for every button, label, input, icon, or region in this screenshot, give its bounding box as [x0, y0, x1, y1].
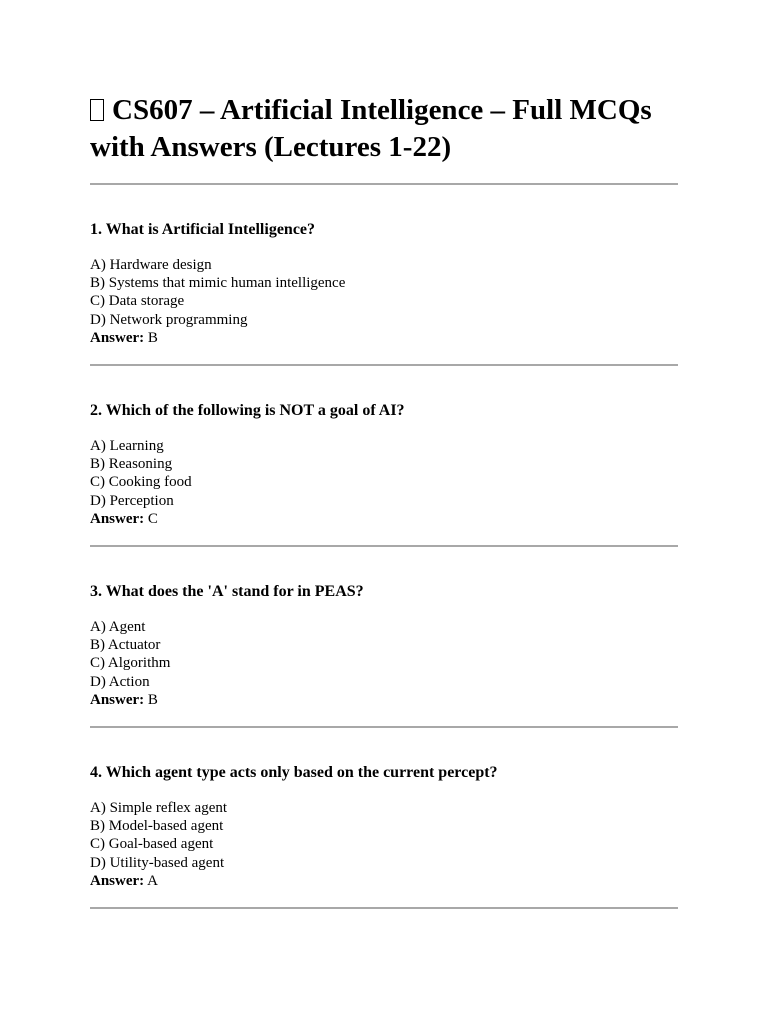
answer-label: Answer: [90, 691, 145, 708]
answer-line [90, 329, 690, 347]
option-c: C) Cooking food [90, 474, 192, 491]
page-title-text: CS607 – Artificial Intelligence – Full MCQs with Answers (Lectures 1-22) [90, 94, 652, 163]
option-a: A) Agent [90, 619, 146, 635]
missing-glyph-icon [90, 99, 104, 121]
answer-value: C [147, 510, 158, 527]
option-a: A) Simple reflex agent [90, 800, 228, 816]
answer-label: Answer: [90, 329, 145, 346]
question-block-1 [90, 220, 690, 347]
section-divider [90, 364, 678, 366]
question-text: 4. Which agent type acts only based on the current percept? [90, 764, 498, 781]
section-divider [90, 726, 678, 728]
answer-line [90, 872, 690, 890]
option-b: B) Reasoning [90, 456, 173, 473]
option-b: B) Model-based agent [90, 818, 224, 835]
options-list [90, 799, 690, 890]
answer-label: Answer: [90, 872, 145, 889]
option-d: D) Action [90, 673, 150, 690]
option-c: C) Algorithm [90, 655, 171, 672]
answer-value: A [147, 872, 158, 889]
question-text: 1. What is Artificial Intelligence? [90, 221, 316, 238]
options-list [90, 618, 690, 709]
option-d: D) Utility-based agent [90, 854, 225, 871]
question-block-4 [90, 763, 690, 890]
question-block-3 [90, 582, 690, 709]
section-divider [90, 545, 678, 547]
question-block-2 [90, 401, 690, 528]
answer-value: B [147, 329, 158, 346]
option-c: C) Data storage [90, 293, 185, 310]
section-divider [90, 183, 678, 185]
answer-value: B [147, 691, 158, 708]
question-text: 3. What does the 'A' stand for in PEAS? [90, 583, 364, 600]
option-d: D) Network programming [90, 311, 248, 328]
section-divider [90, 907, 678, 909]
option-b: B) Systems that mimic human intelligence [90, 275, 346, 292]
option-a: A) Learning [90, 438, 164, 454]
option-b: B) Actuator [90, 637, 161, 654]
option-a: A) Hardware design [90, 257, 212, 273]
option-d: D) Perception [90, 492, 174, 509]
options-list [90, 256, 690, 347]
question-text: 2. Which of the following is NOT a goal of AI? [90, 402, 405, 419]
answer-line [90, 510, 690, 528]
answer-line [90, 691, 690, 709]
options-list [90, 437, 690, 528]
page-title [90, 92, 690, 166]
option-c: C) Goal-based agent [90, 836, 214, 853]
answer-label: Answer: [90, 510, 145, 527]
